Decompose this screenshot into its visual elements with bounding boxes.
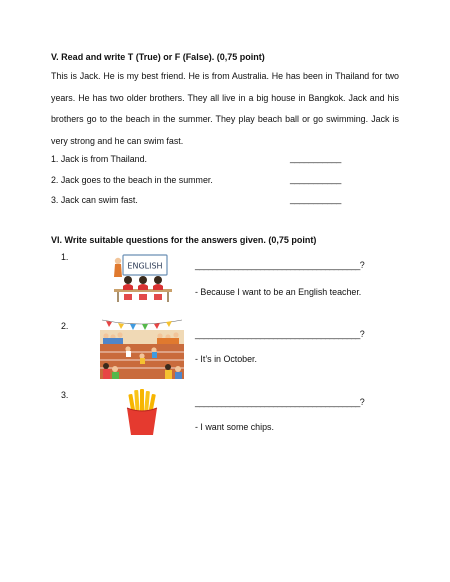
- question-line-1[interactable]: ______________________________________?: [195, 260, 365, 270]
- statement-3: 3. Jack can swim fast.: [51, 195, 138, 205]
- sports-day-illustration: [100, 316, 184, 379]
- answer-blank-1[interactable]: ___________: [290, 153, 341, 163]
- statement-2: 2. Jack goes to the beach in the summer.: [51, 175, 213, 185]
- answer-blank-2[interactable]: ___________: [290, 174, 341, 184]
- question-number-1: 1.: [61, 252, 69, 262]
- question-line-2[interactable]: ______________________________________?: [195, 329, 365, 339]
- question-line-3[interactable]: ______________________________________?: [195, 397, 365, 407]
- question-number-2: 2.: [61, 321, 69, 331]
- question-number-3: 3.: [61, 390, 69, 400]
- classroom-illustration: [112, 253, 174, 303]
- reading-passage: This is Jack. He is my best friend. He is from Australia. He has been in Thailand for two years. He has two older brothers. They all live in a big house in Bangkok. Jack and his brothers go to the beach in the summer. They play beach ball or go swimming. Jack is very strong and he can swim fast.: [51, 71, 399, 146]
- answer-2: - It’s in October.: [195, 354, 257, 364]
- answer-3: - I want some chips.: [195, 422, 274, 432]
- chips-illustration: [124, 388, 160, 436]
- board-text: ENGLISH: [127, 261, 163, 271]
- statement-1: 1. Jack is from Thailand.: [51, 154, 148, 164]
- answer-1: - Because I want to be an English teacher.: [195, 287, 362, 297]
- section-vi-heading: VI. Write suitable questions for the answers given. (0,75 point): [51, 235, 317, 245]
- section-v-heading: V. Read and write T (True) or F (False). (0,75 point): [51, 52, 265, 62]
- answer-blank-3[interactable]: ___________: [290, 194, 341, 204]
